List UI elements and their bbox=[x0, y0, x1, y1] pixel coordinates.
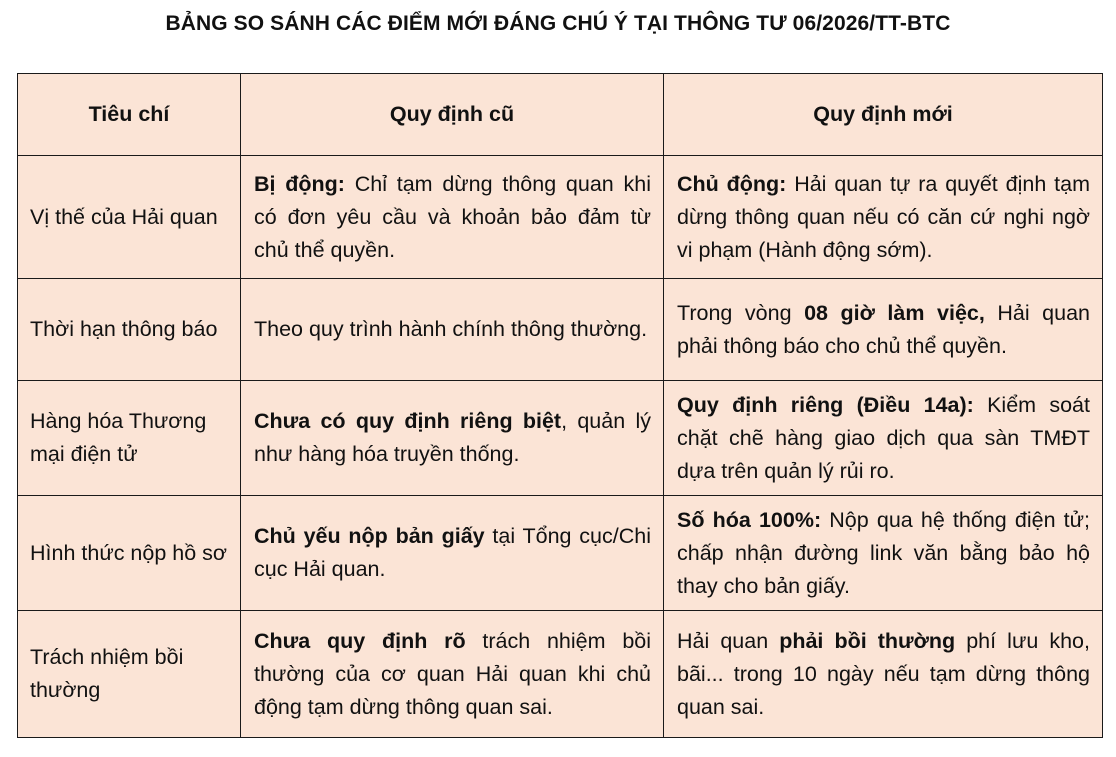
table-header-row bbox=[18, 74, 1103, 156]
table-row bbox=[18, 381, 1103, 496]
criterion-cell: Hình thức nộp hồ sơ bbox=[18, 496, 241, 611]
old-rule-cell bbox=[241, 279, 664, 381]
old-rule-bold: Chưa quy định rõ bbox=[254, 628, 466, 653]
old-rule-text: trách nhiệm bồi thường của cơ quan Hải quan khi chủ động tạm dừng thông quan sai. bbox=[254, 628, 652, 719]
column-header-criteria: Tiêu chí bbox=[18, 74, 241, 156]
criterion-cell: Vị thế của Hải quan bbox=[18, 156, 241, 279]
criterion-cell: Thời hạn thông báo bbox=[18, 279, 241, 381]
old-rule-text: Chỉ tạm dừng thông quan khi có đơn yêu cầu và khoản bảo đảm từ chủ thể quyền. bbox=[254, 171, 651, 262]
old-rule-bold: Bị động: bbox=[254, 171, 345, 196]
old-rule-text: tại Tổng cục/Chi cục Hải quan. bbox=[254, 524, 651, 581]
new-rule-cell bbox=[664, 156, 1103, 279]
old-rule-cell bbox=[241, 156, 664, 279]
new-rule-prefix: Hải quan bbox=[677, 628, 780, 653]
new-rule-bold: 08 giờ làm việc, bbox=[804, 300, 985, 325]
criterion-cell: Hàng hóa Thương mại điện tử bbox=[18, 381, 241, 496]
criterion-cell: Trách nhiệm bồi thường bbox=[18, 611, 241, 738]
new-rule-text: Nộp qua hệ thống điện tử; chấp nhận đường link văn bằng bảo hộ thay cho bản giấy. bbox=[677, 507, 1091, 598]
new-rule-text: Hải quan phải thông báo cho chủ thể quyền. bbox=[677, 300, 1091, 358]
old-rule-text: Theo quy trình hành chính thông thường. bbox=[254, 317, 648, 341]
new-rule-cell bbox=[664, 611, 1103, 738]
column-header-old-rule: Quy định cũ bbox=[241, 74, 664, 156]
new-rule-text: phí lưu kho, bãi... trong 10 ngày nếu tạm dừng thông quan sai. bbox=[677, 628, 1090, 719]
new-rule-bold: phải bồi thường bbox=[779, 628, 956, 653]
new-rule-cell bbox=[664, 496, 1103, 611]
table-row bbox=[18, 611, 1103, 738]
new-rule-prefix: Trong vòng bbox=[677, 300, 805, 325]
old-rule-cell bbox=[241, 496, 664, 611]
table-row bbox=[18, 279, 1103, 381]
new-rule-bold: Chủ động: bbox=[677, 171, 787, 196]
table-row bbox=[18, 496, 1103, 611]
old-rule-text: , quản lý như hàng hóa truyền thống. bbox=[254, 409, 651, 466]
comparison-table bbox=[17, 73, 1103, 738]
page-title: BẢNG SO SÁNH CÁC ĐIỂM MỚI ĐÁNG CHÚ Ý TẠI THÔNG TƯ 06/2026/TT-BTC bbox=[165, 12, 951, 35]
new-rule-cell bbox=[664, 381, 1103, 496]
new-rule-cell bbox=[664, 279, 1103, 381]
new-rule-text: Kiểm soát chặt chẽ hàng giao dịch qua sàn TMĐT dựa trên quản lý rủi ro. bbox=[677, 392, 1090, 483]
column-header-new-rule: Quy định mới bbox=[664, 74, 1103, 156]
new-rule-text: Hải quan tự ra quyết định tạm dừng thông quan nếu có căn cứ nghi ngờ vi phạm (Hành động sớm). bbox=[677, 171, 1090, 262]
old-rule-bold: Chưa có quy định riêng biệt bbox=[254, 409, 562, 433]
old-rule-cell bbox=[241, 611, 664, 738]
old-rule-cell bbox=[241, 381, 664, 496]
new-rule-bold: Số hóa 100%: bbox=[677, 507, 822, 532]
table-row bbox=[18, 156, 1103, 279]
new-rule-bold: Quy định riêng (Điều 14a): bbox=[677, 392, 974, 417]
old-rule-bold: Chủ yếu nộp bản giấy bbox=[254, 524, 485, 548]
